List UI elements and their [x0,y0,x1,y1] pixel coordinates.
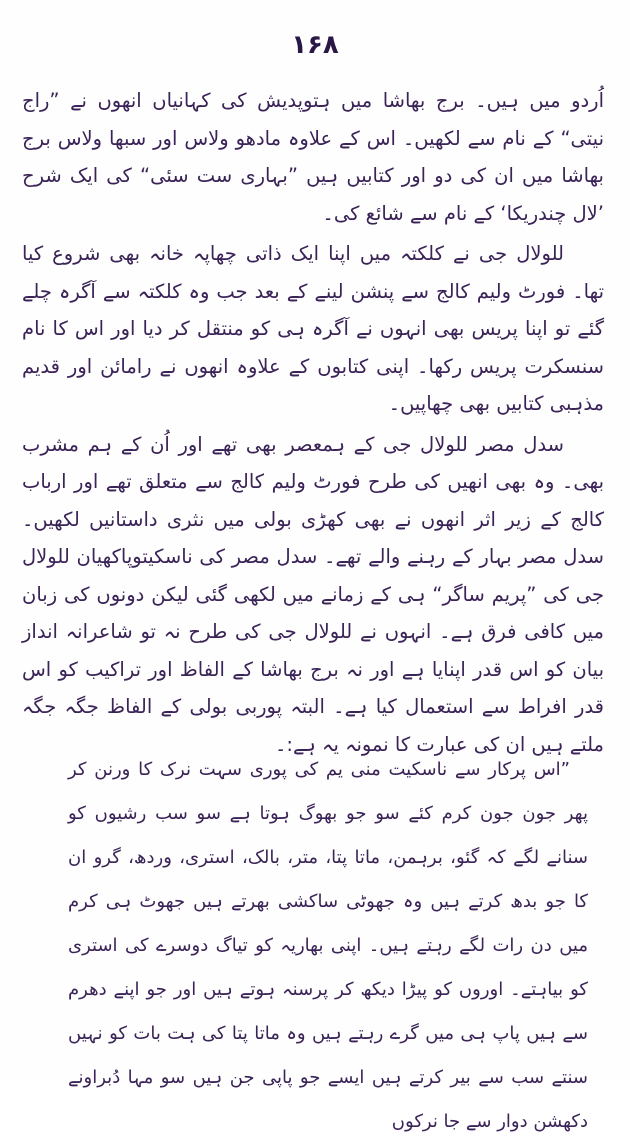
paragraph-3: سدل مصر للولال جی کے ہمعصر بھی تھے اور اُن کے ہم مشرب بھی۔ وہ بھی انھیں کی طرح فورٹ ولیم کالج سے متعلق تھے اور ارباب کالج کے زیر اثر انھوں نے بھی کھڑی بولی میں نثری داستانیں لکھیں۔ سدل مصر بہار کے رہنے والے تھے۔ سدل مصر کی ناسکیتوپاکھیان للولال جی کی ”پریم ساگر“ ہی کے زمانے میں لکھی گئی لیکن دونوں کی زبان میں کافی فرق ہے۔ انہوں نے للولال جی کی طرح نہ تو شاعرانہ انداز بیان کو اس قدر اپنایا ہے اور نہ برج بھاشا کے الفاظ اور تراکیب کو اس قدر افراط سے استعمال کیا ہے۔ البتہ پوربی بولی کے الفاظ جگہ جگہ ملتے ہیں ان کی عبارت کا نمونہ یہ ہے:۔ [22,432,604,756]
quoted-passage: ”اس پرکار سے ناسکیت منی یم کی پوری سہت نرک کا ورنن کر پھر جون جون کرم کئے سو جو بھوگ ہوتا ہے سو سب رشیوں کو سنانے لگے کہ گئو، برہمن، ماتا پتا، متر، بالک، استری، وردھ، گرو ان کا جو بدھ کرتے ہیں وہ جھوٹی ساکشی بھرتے ہیں جھوٹ ہی کرم میں دن رات لگے رہتے ہیں۔ اپنی بھاریہ کو تیاگ دوسرے کی استری کو بیاہتے۔ اوروں کو پیڑا دیکھ کر پرسنہ ہوتے ہیں اور جو اپنے دھرم سے ہیں پاپ ہی میں گرے رہتے ہیں وہ ماتا پتا کی ہت بات کو نہیں سنتے سب سے بیر کرتے ہیں ایسے جو پاپی جن ہیں سو مہا دُبراونے دکھشن دوار سے جا نرکوں [68,759,588,1132]
page-number: ۱۶۸ [291,30,339,60]
main-text [22,82,604,763]
paragraph-1: اُردو میں ہیں۔ برج بھاشا میں ہتوپدیش کی کہانیاں انھوں نے ”راج نیتی“ کے نام سے لکھیں۔ اس کے علاوہ مادھو ولاس اور سبھا ولاس برج بھاشا میں ان کی دو اور کتابیں ہیں ”بہاری ست سئی“ کی ایک شرح ’لال چندریکا‘ کے نام سے شائع کی۔ [22,89,604,225]
paragraph-2: للولال جی نے کلکتہ میں اپنا ایک ذاتی چھاپہ خانہ بھی شروع کیا تھا۔ فورٹ ولیم کالج سے پنشن لینے کے بعد جب وہ کلکتہ سے آگرہ چلے گئے تو اپنا پریس بھی انہوں نے آگرہ ہی کو منتقل کر دیا اور اس کا نام سنسکرت پریس رکھا۔ اپنی کتابوں کے علاوہ انھوں نے رامائن اور قدیم مذہبی کتابیں بھی چھاپیں۔ [22,242,604,415]
